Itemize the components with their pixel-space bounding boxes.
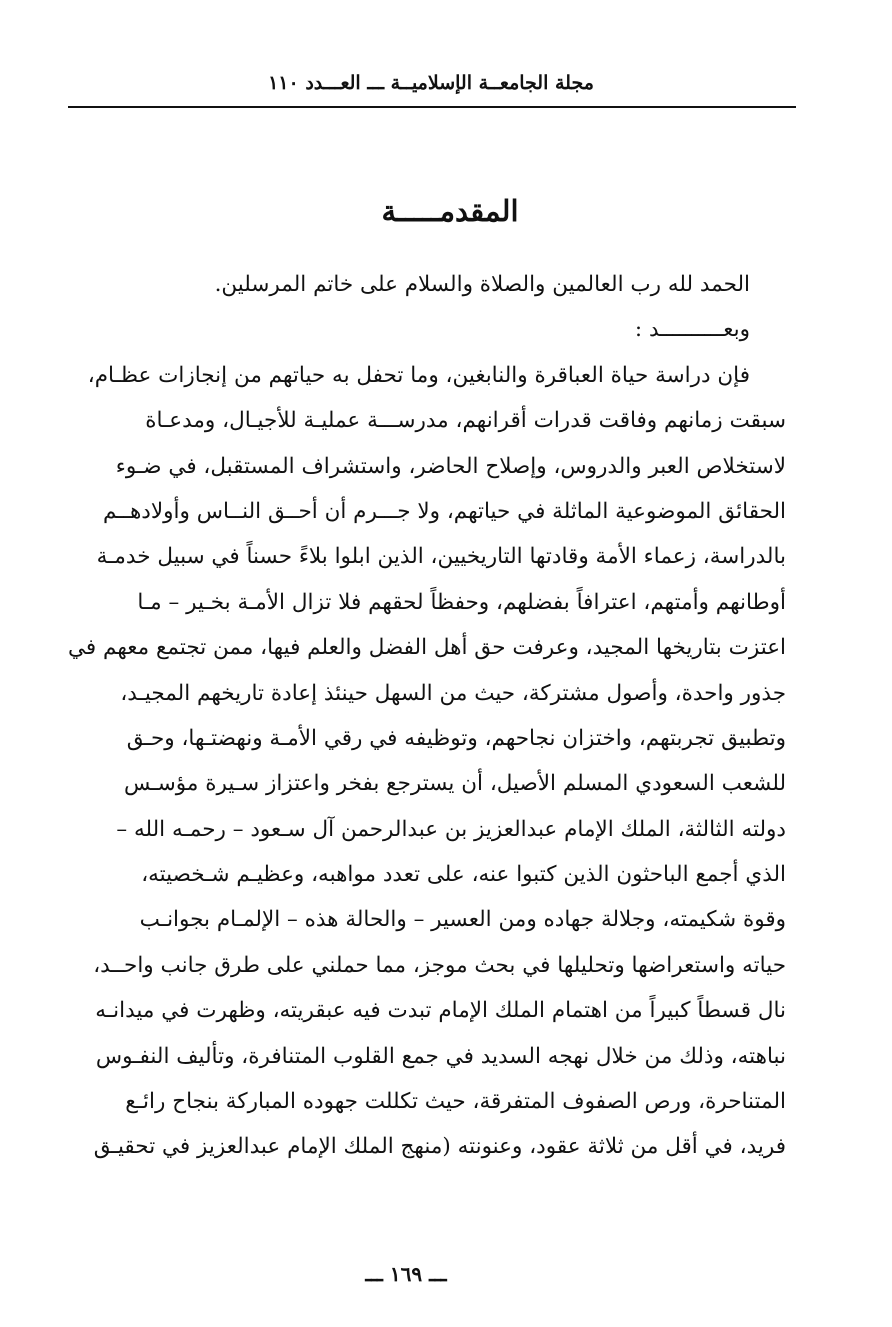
text-line: فريد، في أقل من ثلاثة عقود، وعنونته (منهج الملك الإمام عبدالعزيز في تحقيـق <box>93 1134 786 1160</box>
text-line: لاستخلاص العبر والدروس، وإصلاح الحاضر، واستشراف المستقبل، في ضـوء <box>115 453 786 479</box>
text-line: دولته الثالثة، الملك الإمام عبدالعزيز بن عبدالرحمن آل سـعود – رحمـه الله – <box>116 816 786 842</box>
text-line: الذي أجمع الباحثون الذين كتبوا عنه، على تعدد مواهبه، وعظيـم شـخصيته، <box>141 862 786 888</box>
opening-line: الحمد لله رب العالمين والصلاة والسلام على خاتم المرسلين. <box>214 272 750 297</box>
running-header: مجلة الجامعــة الإسلاميــة ـــ العـــدد ١١٠ <box>268 72 594 94</box>
text-line: نباهته، وذلك من خلال نهجه السديد في جمع القلوب المتنافرة، وتأليف النفـوس <box>95 1043 786 1069</box>
text-line: وقوة شكيمته، وجلالة جهاده ومن العسير – والحالة هذه – الإلمـام بجوانـب <box>139 907 786 933</box>
text-line: سبقت زمانهم وفاقت قدرات أقرانهم، مدرســـة عمليـة للأجيـال، ومدعـاة <box>145 408 786 434</box>
text-line: نال قسطاً كبيراً من اهتمام الملك الإمام تبدت فيه عبقريته، وظهرت في ميدانـه <box>95 998 786 1024</box>
text-line: الحقائق الموضوعية الماثلة في حياتهم، ولا جـــرم أن أحــق النــاس وأولادهــم <box>103 498 786 524</box>
text-line: بالدراسة، زعماء الأمة وقادتها التاريخيين، الذين ابلوا بلاءً حسناً في سبيل خدمـة <box>96 544 786 570</box>
section-title: المقدمـــــة <box>381 194 519 228</box>
text-line: للشعب السعودي المسلم الأصيل، أن يسترجع بفخر واعتزاز سـيرة مؤسـس <box>124 771 786 797</box>
header-divider <box>68 106 796 108</box>
body-text <box>64 262 786 1170</box>
text-line: أوطانهم وأمتهم، اعترافاً بفضلهم، وحفظاً لحقهم فلا تزال الأمـة بخـير – مـا <box>137 589 786 615</box>
text-line: جذور واحدة، وأصول مشتركة، حيث من السهل حينئذ إعادة تاريخهم المجيـد، <box>120 680 786 706</box>
text-line: فإن دراسة حياة العباقرة والنابغين، وما تحفل به حياتهم من إنجازات عظـام، <box>87 362 750 388</box>
text-line: حياته واستعراضها وتحليلها في بحث موجز، مما حملني على طرق جانب واحــد، <box>93 952 786 978</box>
text-line: اعتزت بتاريخها المجيد، وعرفت حق أهل الفضل والعلم فيها، ممن تجتمع معهم في <box>68 635 786 661</box>
text-line: وتطبيق تجربتهم، واختزان نجاحهم، وتوظيفه في رقي الأمـة ونهضتـها، وحـق <box>126 725 786 751</box>
transition-line: وبعــــــــــد : <box>634 317 750 343</box>
page-number: ـــ ١٦٩ ـــ <box>365 1262 447 1286</box>
text-line: المتناحرة، ورص الصفوف المتفرقة، حيث تكللت جهوده المباركة بنجاح رائـع <box>125 1089 786 1115</box>
